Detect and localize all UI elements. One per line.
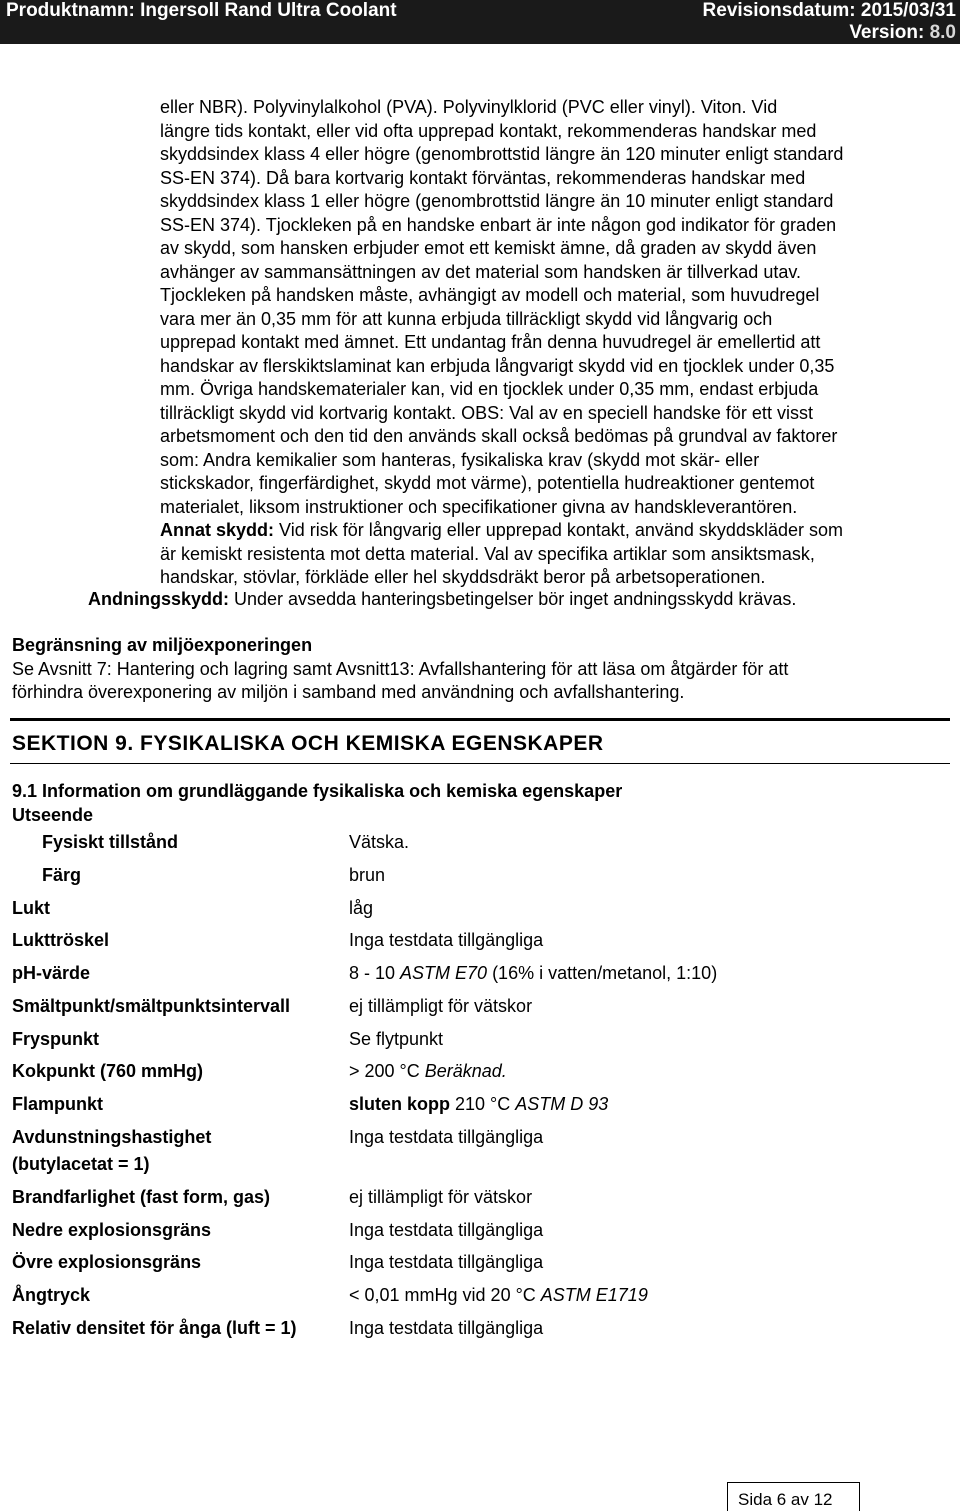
property-label: Flampunkt — [12, 1094, 104, 1114]
property-label: Kokpunkt (760 mmHg) — [12, 1061, 204, 1081]
glove-protection-text — [160, 96, 950, 590]
text-line: längre tids kontakt, eller vid ofta upprepad kontakt, rekommenderas handskar med — [160, 120, 817, 141]
revision-date: 2015/03/31 — [860, 0, 956, 21]
value-part: < 0,01 mmHg vid 20 °C — [349, 1285, 541, 1305]
version-label: Version: — [849, 22, 925, 43]
value-part: 210 °C — [450, 1094, 516, 1114]
property-value: Inga testdata tillgängliga — [349, 1220, 544, 1240]
property-value — [349, 1060, 507, 1083]
value-qualifier: sluten kopp — [349, 1094, 451, 1114]
section-subtitle: 9.1 Information om grundläggande fysikaliska och kemiska egenskaper — [12, 781, 623, 801]
section-title: SEKTION 9. FYSIKALISKA OCH KEMISKA EGENSKAPER — [12, 732, 604, 755]
text-line: handskar av flerskiktslaminat kan erbjuda långvarigt skydd vid en tjocklek under 0,35 — [160, 355, 835, 376]
property-label: Färg — [42, 865, 82, 885]
property-value: Vätska. — [349, 832, 410, 852]
label-line: Avdunstningshastighet — [12, 1127, 212, 1147]
property-value: Inga testdata tillgängliga — [349, 1318, 544, 1338]
text-line: stickskador, fingerfärdighet, skydd mot värme), potentiella hudreaktioner gentemot — [160, 473, 815, 493]
text-line: tillräckligt skydd vid kortvarig kontakt. OBS: Val av en speciell handske för ett visst — [160, 402, 813, 423]
value-part: > 200 °C — [349, 1061, 425, 1081]
env-exposure — [12, 634, 952, 705]
label-line: (butylacetat = 1) — [12, 1154, 150, 1174]
other-protection-label: Annat skydd: — [160, 520, 275, 540]
text-line: materialet, liksom instruktioner och specifikationer givna av handskleverantören. — [160, 496, 798, 517]
property-value: Inga testdata tillgängliga — [349, 1127, 544, 1147]
property-label: Ångtryck — [12, 1285, 91, 1305]
property-label: Lukt — [12, 898, 50, 918]
property-value: låg — [349, 898, 374, 918]
revision-label: Revisionsdatum: — [702, 0, 856, 21]
property-value: Inga testdata tillgängliga — [349, 930, 544, 950]
text-line: mm. Övriga handskematerialer kan, vid en tjocklek under 0,35 mm, endast erbjuda — [160, 379, 819, 399]
property-label: Fysiskt tillstånd — [42, 832, 179, 852]
respiratory-label: Andningsskydd: — [88, 589, 230, 609]
property-label: pH-värde — [12, 963, 91, 983]
text-line: handskar, stövlar, förkläde eller hel skyddsdräkt beror på arbetsoperationen. — [160, 567, 766, 587]
property-value: Se flytpunkt — [349, 1029, 444, 1049]
property-label: Övre explosionsgräns — [12, 1252, 202, 1272]
product-name-header — [6, 0, 397, 22]
property-label: Brandfarlighet (fast form, gas) — [12, 1187, 271, 1207]
section-rule-top — [10, 718, 950, 721]
text-line: är kemiskt resistenta mot detta material. Val av specifika artiklar som ansiktsmask, — [160, 543, 815, 564]
text-line: Se Avsnitt 7: Hantering och lagring samt Avsnitt13: Avfallshantering för att läsa om åtgärder för att — [12, 658, 789, 679]
other-protection — [160, 519, 950, 543]
env-exposure-title: Begränsning av miljöexponeringen — [12, 635, 313, 655]
text-line: Vid risk för långvarig eller upprepad kontakt, använd skyddskläder som — [274, 520, 843, 540]
section-rule-bottom — [10, 763, 950, 764]
value-method: ASTM E1719 — [540, 1285, 648, 1305]
property-label: Lukttröskel — [12, 930, 110, 950]
version-value: 8.0 — [929, 22, 956, 43]
value-method: ASTM D 93 — [515, 1094, 609, 1114]
property-value: brun — [349, 865, 386, 885]
respiratory-protection — [88, 588, 948, 612]
property-value — [349, 962, 717, 985]
text-line: eller NBR). Polyvinylalkohol (PVA). Polyvinylklorid (PVC eller vinyl). Viton. Vid — [160, 97, 778, 117]
property-label: Relativ densitet för ånga (luft = 1) — [12, 1318, 297, 1338]
value-method: ASTM E70 — [400, 963, 488, 983]
text-line: avhänger av sammansättningen av det material som handsken är tillverkad utav. — [160, 261, 802, 282]
page-header — [0, 0, 960, 44]
text-line: arbetsmoment och den tid den används skall också bedömas på grundval av faktorer — [160, 426, 838, 446]
value-part: 8 - 10 — [349, 963, 401, 983]
product-label: Produktnamn: — [6, 0, 135, 21]
appearance-label: Utseende — [12, 805, 94, 825]
property-value: ej tillämpligt för vätskor — [349, 1187, 533, 1207]
text-line: SS-EN 374). Tjockleken på en handske enbart är inte någon god indikator för graden — [160, 214, 837, 235]
property-value: Inga testdata tillgängliga — [349, 1252, 544, 1272]
page-number: Sida 6 av 12 — [738, 1490, 833, 1509]
respiratory-text: Under avsedda hanteringsbetingelser bör inget andningsskydd krävas. — [229, 589, 797, 609]
product-name: Ingersoll Rand Ultra Coolant — [140, 0, 397, 21]
text-line: av skydd, som hansken erbjuder emot ett kemiskt ämne, då graden av skydd även — [160, 238, 817, 258]
text-line: skyddsindex klass 1 eller högre (genombrottstid längre än 10 minuter enligt standard — [160, 191, 834, 211]
revision-header — [703, 0, 956, 44]
value-method: Beräknad. — [424, 1061, 507, 1081]
property-label: Fryspunkt — [12, 1029, 100, 1049]
text-line: som: Andra kemikalier som hanteras, fysikaliska krav (skydd mot skär- eller — [160, 449, 760, 470]
text-line: skyddsindex klass 4 eller högre (genombrottstid längre än 120 minuter enligt standard — [160, 144, 844, 164]
text-line: vara mer än 0,35 mm för att kunna erbjuda tillräckligt skydd vid långvarig och — [160, 308, 773, 329]
text-line: förhindra överexponering av miljön i samband med användning och avfallshantering. — [12, 682, 685, 702]
text-line: upprepad kontakt med ämnet. Ett undantag från denna huvudregel är emellertid att — [160, 332, 821, 352]
text-line: Tjockleken på handsken måste, avhängigt av modell och material, som huvudregel — [160, 285, 820, 305]
value-part: (16% i vatten/metanol, 1:10) — [487, 963, 718, 983]
property-label — [12, 1126, 211, 1176]
property-label: Nedre explosionsgräns — [12, 1220, 212, 1240]
property-value: ej tillämpligt för vätskor — [349, 996, 533, 1016]
property-label: Smältpunkt/smältpunktsintervall — [12, 996, 291, 1016]
property-value — [349, 1093, 608, 1116]
text-line: SS-EN 374). Då bara kortvarig kontakt förväntas, rekommenderas handskar med — [160, 167, 806, 188]
property-value — [349, 1284, 648, 1307]
